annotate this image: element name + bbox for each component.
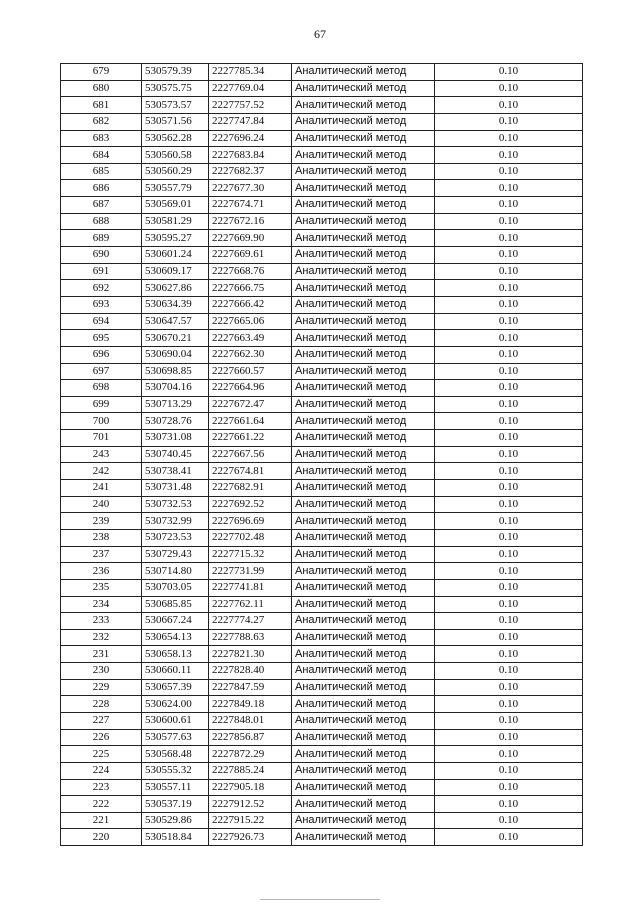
- x-coordinate-cell: 530560.29: [142, 163, 209, 180]
- accuracy-cell: 0.10: [435, 463, 583, 480]
- table-row: [61, 80, 583, 97]
- point-number-cell: 228: [61, 696, 142, 713]
- y-coordinate-cell: 2227662.30: [209, 346, 292, 363]
- method-cell: Аналитический метод: [292, 812, 435, 829]
- x-coordinate-cell: 530575.75: [142, 80, 209, 97]
- y-coordinate-cell: 2227912.52: [209, 796, 292, 813]
- y-coordinate-cell: 2227672.16: [209, 213, 292, 230]
- method-cell: Аналитический метод: [292, 64, 435, 81]
- y-coordinate-cell: 2227664.96: [209, 380, 292, 397]
- x-coordinate-cell: 530729.43: [142, 546, 209, 563]
- accuracy-cell: 0.10: [435, 596, 583, 613]
- table-row: [61, 64, 583, 81]
- x-coordinate-cell: 530703.05: [142, 579, 209, 596]
- y-coordinate-cell: 2227665.06: [209, 313, 292, 330]
- point-number-cell: 237: [61, 546, 142, 563]
- point-number-cell: 235: [61, 579, 142, 596]
- point-number-cell: 241: [61, 480, 142, 497]
- point-number-cell: 680: [61, 80, 142, 97]
- x-coordinate-cell: 530601.24: [142, 247, 209, 264]
- method-cell: Аналитический метод: [292, 413, 435, 430]
- x-coordinate-cell: 530555.32: [142, 762, 209, 779]
- accuracy-cell: 0.10: [435, 762, 583, 779]
- point-number-cell: 679: [61, 64, 142, 81]
- table-row: [61, 263, 583, 280]
- x-coordinate-cell: 530714.80: [142, 563, 209, 580]
- accuracy-cell: 0.10: [435, 663, 583, 680]
- accuracy-cell: 0.10: [435, 579, 583, 596]
- method-cell: Аналитический метод: [292, 646, 435, 663]
- point-number-cell: 239: [61, 513, 142, 530]
- point-number-cell: 226: [61, 729, 142, 746]
- table-row: [61, 679, 583, 696]
- method-cell: Аналитический метод: [292, 197, 435, 214]
- accuracy-cell: 0.10: [435, 230, 583, 247]
- table-row: [61, 579, 583, 596]
- x-coordinate-cell: 530740.45: [142, 446, 209, 463]
- x-coordinate-cell: 530728.76: [142, 413, 209, 430]
- accuracy-cell: 0.10: [435, 64, 583, 81]
- point-number-cell: 243: [61, 446, 142, 463]
- method-cell: Аналитический метод: [292, 396, 435, 413]
- method-cell: Аналитический метод: [292, 513, 435, 530]
- table-row: [61, 746, 583, 763]
- y-coordinate-cell: 2227674.81: [209, 463, 292, 480]
- method-cell: Аналитический метод: [292, 113, 435, 130]
- y-coordinate-cell: 2227847.59: [209, 679, 292, 696]
- table-row: [61, 430, 583, 447]
- method-cell: Аналитический метод: [292, 147, 435, 164]
- table-row: [61, 313, 583, 330]
- x-coordinate-cell: 530562.28: [142, 130, 209, 147]
- page-number: 67: [314, 27, 326, 41]
- y-coordinate-cell: 2227774.27: [209, 613, 292, 630]
- table-row: [61, 163, 583, 180]
- coordinates-table-body: [61, 64, 583, 846]
- method-cell: Аналитический метод: [292, 247, 435, 264]
- x-coordinate-cell: 530723.53: [142, 529, 209, 546]
- point-number-cell: 683: [61, 130, 142, 147]
- accuracy-cell: 0.10: [435, 629, 583, 646]
- table-row: [61, 729, 583, 746]
- point-number-cell: 240: [61, 496, 142, 513]
- method-cell: Аналитический метод: [292, 729, 435, 746]
- table-row: [61, 380, 583, 397]
- accuracy-cell: 0.10: [435, 97, 583, 114]
- table-row: [61, 413, 583, 430]
- point-number-cell: 694: [61, 313, 142, 330]
- accuracy-cell: 0.10: [435, 796, 583, 813]
- y-coordinate-cell: 2227682.37: [209, 163, 292, 180]
- accuracy-cell: 0.10: [435, 313, 583, 330]
- point-number-cell: 689: [61, 230, 142, 247]
- method-cell: Аналитический метод: [292, 430, 435, 447]
- method-cell: Аналитический метод: [292, 679, 435, 696]
- table-row: [61, 130, 583, 147]
- y-coordinate-cell: 2227915.22: [209, 812, 292, 829]
- method-cell: Аналитический метод: [292, 213, 435, 230]
- accuracy-cell: 0.10: [435, 346, 583, 363]
- x-coordinate-cell: 530698.85: [142, 363, 209, 380]
- y-coordinate-cell: 2227757.52: [209, 97, 292, 114]
- point-number-cell: 224: [61, 762, 142, 779]
- method-cell: Аналитический метод: [292, 130, 435, 147]
- point-number-cell: 685: [61, 163, 142, 180]
- table-row: [61, 546, 583, 563]
- accuracy-cell: 0.10: [435, 496, 583, 513]
- y-coordinate-cell: 2227667.56: [209, 446, 292, 463]
- table-row: [61, 363, 583, 380]
- x-coordinate-cell: 530658.13: [142, 646, 209, 663]
- x-coordinate-cell: 530732.99: [142, 513, 209, 530]
- table-row: [61, 696, 583, 713]
- y-coordinate-cell: 2227683.84: [209, 147, 292, 164]
- point-number-cell: 681: [61, 97, 142, 114]
- footer-rule: [260, 899, 380, 900]
- table-row: [61, 796, 583, 813]
- accuracy-cell: 0.10: [435, 247, 583, 264]
- table-row: [61, 480, 583, 497]
- method-cell: Аналитический метод: [292, 529, 435, 546]
- accuracy-cell: 0.10: [435, 613, 583, 630]
- method-cell: Аналитический метод: [292, 579, 435, 596]
- x-coordinate-cell: 530595.27: [142, 230, 209, 247]
- accuracy-cell: 0.10: [435, 363, 583, 380]
- table-row: [61, 330, 583, 347]
- accuracy-cell: 0.10: [435, 180, 583, 197]
- x-coordinate-cell: 530704.16: [142, 380, 209, 397]
- point-number-cell: 687: [61, 197, 142, 214]
- accuracy-cell: 0.10: [435, 563, 583, 580]
- table-row: [61, 529, 583, 546]
- point-number-cell: 686: [61, 180, 142, 197]
- y-coordinate-cell: 2227762.11: [209, 596, 292, 613]
- accuracy-cell: 0.10: [435, 147, 583, 164]
- y-coordinate-cell: 2227788.63: [209, 629, 292, 646]
- x-coordinate-cell: 530731.08: [142, 430, 209, 447]
- method-cell: Аналитический метод: [292, 712, 435, 729]
- y-coordinate-cell: 2227848.01: [209, 712, 292, 729]
- method-cell: Аналитический метод: [292, 663, 435, 680]
- table-row: [61, 213, 583, 230]
- x-coordinate-cell: 530568.48: [142, 746, 209, 763]
- table-row: [61, 197, 583, 214]
- point-number-cell: 236: [61, 563, 142, 580]
- method-cell: Аналитический метод: [292, 613, 435, 630]
- method-cell: Аналитический метод: [292, 829, 435, 846]
- table-row: [61, 396, 583, 413]
- x-coordinate-cell: 530657.39: [142, 679, 209, 696]
- y-coordinate-cell: 2227666.75: [209, 280, 292, 297]
- accuracy-cell: 0.10: [435, 679, 583, 696]
- point-number-cell: 231: [61, 646, 142, 663]
- coordinates-table: [60, 63, 583, 846]
- accuracy-cell: 0.10: [435, 213, 583, 230]
- method-cell: Аналитический метод: [292, 280, 435, 297]
- method-cell: Аналитический метод: [292, 762, 435, 779]
- method-cell: Аналитический метод: [292, 363, 435, 380]
- x-coordinate-cell: 530647.57: [142, 313, 209, 330]
- y-coordinate-cell: 2227660.57: [209, 363, 292, 380]
- method-cell: Аналитический метод: [292, 230, 435, 247]
- method-cell: Аналитический метод: [292, 779, 435, 796]
- x-coordinate-cell: 530667.24: [142, 613, 209, 630]
- x-coordinate-cell: 530634.39: [142, 296, 209, 313]
- table-row: [61, 629, 583, 646]
- point-number-cell: 688: [61, 213, 142, 230]
- table-row: [61, 147, 583, 164]
- method-cell: Аналитический метод: [292, 629, 435, 646]
- method-cell: Аналитический метод: [292, 296, 435, 313]
- y-coordinate-cell: 2227663.49: [209, 330, 292, 347]
- point-number-cell: 234: [61, 596, 142, 613]
- y-coordinate-cell: 2227666.42: [209, 296, 292, 313]
- table-row: [61, 663, 583, 680]
- accuracy-cell: 0.10: [435, 263, 583, 280]
- point-number-cell: 698: [61, 380, 142, 397]
- x-coordinate-cell: 530518.84: [142, 829, 209, 846]
- y-coordinate-cell: 2227696.24: [209, 130, 292, 147]
- x-coordinate-cell: 530560.58: [142, 147, 209, 164]
- table-row: [61, 712, 583, 729]
- table-row: [61, 247, 583, 264]
- accuracy-cell: 0.10: [435, 513, 583, 530]
- point-number-cell: 699: [61, 396, 142, 413]
- accuracy-cell: 0.10: [435, 646, 583, 663]
- y-coordinate-cell: 2227785.34: [209, 64, 292, 81]
- table-row: [61, 280, 583, 297]
- table-row: [61, 646, 583, 663]
- point-number-cell: 693: [61, 296, 142, 313]
- accuracy-cell: 0.10: [435, 380, 583, 397]
- table-row: [61, 812, 583, 829]
- point-number-cell: 697: [61, 363, 142, 380]
- table-row: [61, 113, 583, 130]
- point-number-cell: 682: [61, 113, 142, 130]
- accuracy-cell: 0.10: [435, 113, 583, 130]
- y-coordinate-cell: 2227731.99: [209, 563, 292, 580]
- table-row: [61, 762, 583, 779]
- x-coordinate-cell: 530690.04: [142, 346, 209, 363]
- y-coordinate-cell: 2227849.18: [209, 696, 292, 713]
- y-coordinate-cell: 2227677.30: [209, 180, 292, 197]
- point-number-cell: 221: [61, 812, 142, 829]
- x-coordinate-cell: 530738.41: [142, 463, 209, 480]
- table-row: [61, 779, 583, 796]
- point-number-cell: 223: [61, 779, 142, 796]
- x-coordinate-cell: 530685.85: [142, 596, 209, 613]
- accuracy-cell: 0.10: [435, 829, 583, 846]
- y-coordinate-cell: 2227821.30: [209, 646, 292, 663]
- point-number-cell: 225: [61, 746, 142, 763]
- y-coordinate-cell: 2227702.48: [209, 529, 292, 546]
- y-coordinate-cell: 2227661.22: [209, 430, 292, 447]
- y-coordinate-cell: 2227926.73: [209, 829, 292, 846]
- point-number-cell: 233: [61, 613, 142, 630]
- y-coordinate-cell: 2227692.52: [209, 496, 292, 513]
- point-number-cell: 242: [61, 463, 142, 480]
- method-cell: Аналитический метод: [292, 546, 435, 563]
- point-number-cell: 238: [61, 529, 142, 546]
- y-coordinate-cell: 2227905.18: [209, 779, 292, 796]
- point-number-cell: 696: [61, 346, 142, 363]
- x-coordinate-cell: 530600.61: [142, 712, 209, 729]
- point-number-cell: 701: [61, 430, 142, 447]
- x-coordinate-cell: 530569.01: [142, 197, 209, 214]
- y-coordinate-cell: 2227715.32: [209, 546, 292, 563]
- x-coordinate-cell: 530581.29: [142, 213, 209, 230]
- y-coordinate-cell: 2227828.40: [209, 663, 292, 680]
- y-coordinate-cell: 2227872.29: [209, 746, 292, 763]
- y-coordinate-cell: 2227769.04: [209, 80, 292, 97]
- y-coordinate-cell: 2227669.61: [209, 247, 292, 264]
- accuracy-cell: 0.10: [435, 779, 583, 796]
- accuracy-cell: 0.10: [435, 80, 583, 97]
- method-cell: Аналитический метод: [292, 463, 435, 480]
- x-coordinate-cell: 530529.86: [142, 812, 209, 829]
- table-row: [61, 496, 583, 513]
- y-coordinate-cell: 2227682.91: [209, 480, 292, 497]
- x-coordinate-cell: 530557.11: [142, 779, 209, 796]
- point-number-cell: 692: [61, 280, 142, 297]
- accuracy-cell: 0.10: [435, 729, 583, 746]
- x-coordinate-cell: 530660.11: [142, 663, 209, 680]
- accuracy-cell: 0.10: [435, 280, 583, 297]
- point-number-cell: 229: [61, 679, 142, 696]
- point-number-cell: 227: [61, 712, 142, 729]
- accuracy-cell: 0.10: [435, 746, 583, 763]
- x-coordinate-cell: 530624.00: [142, 696, 209, 713]
- y-coordinate-cell: 2227747.84: [209, 113, 292, 130]
- y-coordinate-cell: 2227674.71: [209, 197, 292, 214]
- point-number-cell: 691: [61, 263, 142, 280]
- point-number-cell: 695: [61, 330, 142, 347]
- accuracy-cell: 0.10: [435, 330, 583, 347]
- method-cell: Аналитический метод: [292, 563, 435, 580]
- table-row: [61, 829, 583, 846]
- point-number-cell: 232: [61, 629, 142, 646]
- accuracy-cell: 0.10: [435, 696, 583, 713]
- table-row: [61, 230, 583, 247]
- x-coordinate-cell: 530713.29: [142, 396, 209, 413]
- method-cell: Аналитический метод: [292, 97, 435, 114]
- y-coordinate-cell: 2227696.69: [209, 513, 292, 530]
- x-coordinate-cell: 530579.39: [142, 64, 209, 81]
- accuracy-cell: 0.10: [435, 197, 583, 214]
- x-coordinate-cell: 530732.53: [142, 496, 209, 513]
- point-number-cell: 700: [61, 413, 142, 430]
- accuracy-cell: 0.10: [435, 712, 583, 729]
- accuracy-cell: 0.10: [435, 396, 583, 413]
- x-coordinate-cell: 530557.79: [142, 180, 209, 197]
- x-coordinate-cell: 530537.19: [142, 796, 209, 813]
- y-coordinate-cell: 2227856.87: [209, 729, 292, 746]
- method-cell: Аналитический метод: [292, 80, 435, 97]
- point-number-cell: 690: [61, 247, 142, 264]
- y-coordinate-cell: 2227672.47: [209, 396, 292, 413]
- table-row: [61, 563, 583, 580]
- x-coordinate-cell: 530670.21: [142, 330, 209, 347]
- accuracy-cell: 0.10: [435, 546, 583, 563]
- table-row: [61, 346, 583, 363]
- method-cell: Аналитический метод: [292, 446, 435, 463]
- table-row: [61, 513, 583, 530]
- y-coordinate-cell: 2227661.64: [209, 413, 292, 430]
- method-cell: Аналитический метод: [292, 180, 435, 197]
- accuracy-cell: 0.10: [435, 480, 583, 497]
- x-coordinate-cell: 530573.57: [142, 97, 209, 114]
- method-cell: Аналитический метод: [292, 380, 435, 397]
- accuracy-cell: 0.10: [435, 413, 583, 430]
- method-cell: Аналитический метод: [292, 346, 435, 363]
- table-row: [61, 296, 583, 313]
- accuracy-cell: 0.10: [435, 130, 583, 147]
- method-cell: Аналитический метод: [292, 696, 435, 713]
- accuracy-cell: 0.10: [435, 430, 583, 447]
- table-row: [61, 180, 583, 197]
- x-coordinate-cell: 530571.56: [142, 113, 209, 130]
- method-cell: Аналитический метод: [292, 496, 435, 513]
- x-coordinate-cell: 530654.13: [142, 629, 209, 646]
- x-coordinate-cell: 530577.63: [142, 729, 209, 746]
- accuracy-cell: 0.10: [435, 163, 583, 180]
- accuracy-cell: 0.10: [435, 296, 583, 313]
- x-coordinate-cell: 530627.86: [142, 280, 209, 297]
- table-row: [61, 463, 583, 480]
- method-cell: Аналитический метод: [292, 163, 435, 180]
- accuracy-cell: 0.10: [435, 446, 583, 463]
- method-cell: Аналитический метод: [292, 596, 435, 613]
- method-cell: Аналитический метод: [292, 330, 435, 347]
- method-cell: Аналитический метод: [292, 480, 435, 497]
- accuracy-cell: 0.10: [435, 812, 583, 829]
- table-row: [61, 613, 583, 630]
- method-cell: Аналитический метод: [292, 796, 435, 813]
- method-cell: Аналитический метод: [292, 746, 435, 763]
- y-coordinate-cell: 2227741.81: [209, 579, 292, 596]
- accuracy-cell: 0.10: [435, 529, 583, 546]
- point-number-cell: 222: [61, 796, 142, 813]
- y-coordinate-cell: 2227669.90: [209, 230, 292, 247]
- y-coordinate-cell: 2227668.76: [209, 263, 292, 280]
- method-cell: Аналитический метод: [292, 263, 435, 280]
- table-row: [61, 596, 583, 613]
- table-row: [61, 97, 583, 114]
- x-coordinate-cell: 530609.17: [142, 263, 209, 280]
- table-row: [61, 446, 583, 463]
- point-number-cell: 230: [61, 663, 142, 680]
- point-number-cell: 220: [61, 829, 142, 846]
- point-number-cell: 684: [61, 147, 142, 164]
- method-cell: Аналитический метод: [292, 313, 435, 330]
- y-coordinate-cell: 2227885.24: [209, 762, 292, 779]
- x-coordinate-cell: 530731.48: [142, 480, 209, 497]
